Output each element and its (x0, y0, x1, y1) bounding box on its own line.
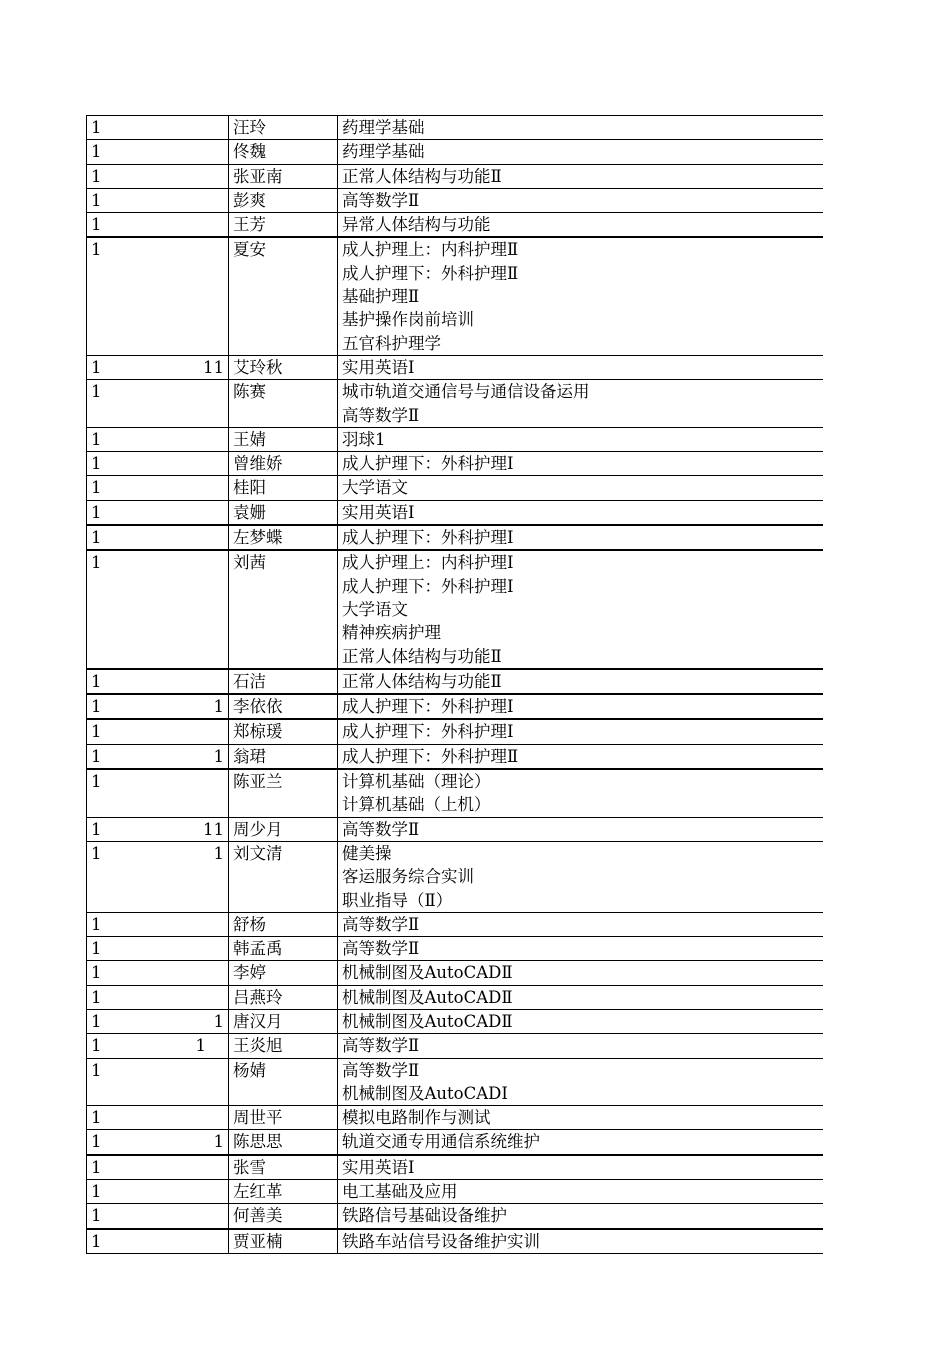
cell-courses (338, 550, 823, 668)
cell-name: 彭爽 (229, 188, 338, 212)
cell-name: 张雪 (229, 1155, 338, 1180)
course-line: 精神疾病护理 (342, 623, 441, 643)
table-row (87, 550, 823, 668)
cell-value-a: 1 (91, 1132, 102, 1152)
table-row (87, 744, 823, 769)
course-line: 铁路车站信号设备维护实训 (342, 1231, 540, 1251)
cell-courses (338, 1009, 823, 1033)
course-line: 高等数学Ⅱ (342, 1060, 420, 1080)
course-line: 五官科护理学 (342, 333, 441, 353)
cell-value-a: 1 (91, 553, 102, 573)
cell-value-a: 1 (91, 190, 102, 210)
cell-name: 汪玲 (229, 116, 338, 140)
course-line: 客运服务综合实训 (342, 867, 474, 887)
cell-name: 王炎旭 (229, 1034, 338, 1058)
course-line: 轨道交通专用通信系统维护 (342, 1132, 540, 1152)
table-row (87, 1229, 823, 1254)
course-line: 成人护理上：内科护理Ⅱ (342, 240, 519, 260)
course-line: 大学语文 (342, 599, 408, 619)
table-row (87, 1034, 823, 1058)
cell-value-a: 1 (91, 843, 102, 863)
course-line: 羽球1 (342, 429, 386, 449)
table-row (87, 1009, 823, 1033)
cell-courses (338, 476, 823, 500)
cell-courses (338, 427, 823, 451)
spreadsheet-table (86, 115, 823, 1254)
cell-courses (338, 1155, 823, 1180)
cell-name: 李依依 (229, 694, 338, 719)
cell-value-a: 1 (91, 1108, 102, 1128)
cell-value-a: 1 (91, 118, 102, 137)
table-row (87, 694, 823, 719)
cell-name: 翁珺 (229, 744, 338, 769)
cell-value-b: 1 (213, 1011, 224, 1031)
course-line: 计算机基础（上机） (342, 795, 491, 815)
cell-courses (338, 164, 823, 188)
course-line: 成人护理下：外科护理Ⅰ (342, 454, 514, 474)
cell-col-a (87, 1058, 229, 1106)
table-row (87, 476, 823, 500)
cell-value-a: 1 (91, 963, 102, 983)
cell-name: 左红革 (229, 1180, 338, 1204)
cell-courses (338, 817, 823, 841)
cell-name: 王芳 (229, 213, 338, 238)
course-line: 机械制图及AutoCADⅡ (342, 1011, 513, 1031)
course-line: 健美操 (342, 843, 392, 863)
cell-courses (338, 937, 823, 961)
table-row (87, 380, 823, 428)
cell-value-b: 11 (203, 357, 224, 377)
cell-value-a: 1 (91, 357, 102, 377)
cell-value-a: 1 (91, 1206, 102, 1226)
cell-value-a: 1 (91, 215, 102, 235)
cell-value-a: 1 (91, 429, 102, 449)
table-row (87, 500, 823, 525)
cell-col-a (87, 1034, 229, 1058)
cell-name: 杨婧 (229, 1058, 338, 1106)
table-body (87, 116, 823, 1254)
course-line: 基础护理Ⅱ (342, 287, 420, 307)
course-line: 职业指导（Ⅱ） (342, 890, 453, 910)
cell-value-a: 1 (91, 1036, 102, 1056)
cell-value-a: 1 (91, 819, 102, 839)
cell-col-a (87, 985, 229, 1009)
cell-value-b: 1 (213, 1132, 224, 1152)
cell-courses (338, 140, 823, 164)
table-row (87, 116, 823, 140)
cell-courses (338, 1130, 823, 1155)
cell-courses (338, 961, 823, 985)
cell-col-a (87, 188, 229, 212)
cell-col-a (87, 1155, 229, 1180)
course-line: 机械制图及AutoCADⅡ (342, 963, 513, 983)
cell-col-a (87, 116, 229, 140)
cell-value-b: 1 (195, 1036, 206, 1056)
table-row (87, 355, 823, 379)
cell-name: 佟魏 (229, 140, 338, 164)
cell-name: 李婷 (229, 961, 338, 985)
cell-value-a: 1 (91, 1231, 102, 1251)
cell-name: 石洁 (229, 669, 338, 694)
cell-value-a: 1 (91, 987, 102, 1007)
cell-name: 韩孟禹 (229, 937, 338, 961)
cell-value-a: 1 (91, 240, 102, 260)
course-line: 正常人体结构与功能Ⅱ (342, 671, 502, 691)
course-line: 机械制图及AutoCADⅠ (342, 1083, 508, 1103)
cell-col-a (87, 1204, 229, 1229)
cell-name: 舒杨 (229, 912, 338, 936)
course-line: 成人护理下：外科护理Ⅰ (342, 697, 514, 717)
table-row (87, 452, 823, 476)
table-row (87, 188, 823, 212)
cell-col-a (87, 213, 229, 238)
cell-courses (338, 525, 823, 550)
cell-courses (338, 1229, 823, 1254)
cell-courses (338, 769, 823, 817)
course-line: 高等数学Ⅱ (342, 190, 420, 210)
course-line: 实用英语Ⅰ (342, 1157, 415, 1177)
course-line: 药理学基础 (342, 142, 425, 162)
cell-value-a: 1 (91, 722, 102, 742)
course-line: 高等数学Ⅱ (342, 1036, 420, 1056)
cell-courses (338, 669, 823, 694)
course-line: 城市轨道交通信号与通信设备运用 (342, 382, 590, 402)
cell-col-a (87, 841, 229, 912)
course-line: 成人护理下：外科护理Ⅱ (342, 263, 519, 283)
cell-col-a (87, 817, 229, 841)
cell-col-a (87, 937, 229, 961)
table-row (87, 961, 823, 985)
cell-col-a (87, 769, 229, 817)
table-row (87, 985, 823, 1009)
cell-name: 袁姗 (229, 500, 338, 525)
cell-value-a: 1 (91, 697, 102, 717)
cell-col-a (87, 500, 229, 525)
cell-value-a: 1 (91, 528, 102, 548)
cell-col-a (87, 912, 229, 936)
cell-col-a (87, 744, 229, 769)
cell-col-a (87, 140, 229, 164)
course-line: 计算机基础（理论） (342, 772, 491, 792)
table-row (87, 769, 823, 817)
cell-name: 周世平 (229, 1106, 338, 1130)
course-line: 高等数学Ⅱ (342, 914, 420, 934)
cell-col-a (87, 1009, 229, 1033)
course-line: 成人护理下：外科护理Ⅱ (342, 746, 519, 766)
cell-name: 唐汉月 (229, 1009, 338, 1033)
table-row (87, 1155, 823, 1180)
cell-courses (338, 500, 823, 525)
cell-value-a: 1 (91, 142, 102, 162)
course-line: 药理学基础 (342, 118, 425, 137)
cell-courses (338, 744, 823, 769)
cell-name: 陈亚兰 (229, 769, 338, 817)
course-line: 实用英语Ⅰ (342, 357, 415, 377)
cell-value-a: 1 (91, 454, 102, 474)
table-row (87, 1204, 823, 1229)
cell-col-a (87, 694, 229, 719)
cell-col-a (87, 525, 229, 550)
table-row (87, 213, 823, 238)
cell-col-a (87, 476, 229, 500)
table-row (87, 669, 823, 694)
cell-courses (338, 355, 823, 379)
cell-col-a (87, 427, 229, 451)
cell-name: 王婧 (229, 427, 338, 451)
course-line: 成人护理下：外科护理Ⅰ (342, 722, 514, 742)
table-row (87, 1106, 823, 1130)
cell-value-b: 1 (213, 697, 224, 717)
cell-name: 吕燕玲 (229, 985, 338, 1009)
cell-name: 曾维娇 (229, 452, 338, 476)
cell-value-b: 1 (213, 746, 224, 766)
table-row (87, 1058, 823, 1106)
cell-courses (338, 1180, 823, 1204)
cell-courses (338, 452, 823, 476)
cell-value-a: 1 (91, 671, 102, 691)
table-row (87, 841, 823, 912)
cell-courses (338, 719, 823, 744)
course-line: 异常人体结构与功能 (342, 215, 491, 235)
cell-name: 郑椋瑗 (229, 719, 338, 744)
cell-courses (338, 237, 823, 355)
cell-value-a: 1 (91, 166, 102, 186)
cell-value-a: 1 (91, 914, 102, 934)
cell-name: 贾亚楠 (229, 1229, 338, 1254)
course-line: 正常人体结构与功能Ⅱ (342, 166, 502, 186)
cell-value-a: 1 (91, 478, 102, 498)
cell-name: 陈赛 (229, 380, 338, 428)
course-line: 铁路信号基础设备维护 (342, 1206, 507, 1226)
course-line: 高等数学Ⅱ (342, 939, 420, 959)
table-row (87, 525, 823, 550)
cell-col-a (87, 1106, 229, 1130)
course-line: 模拟电路制作与测试 (342, 1108, 491, 1128)
course-line: 正常人体结构与功能Ⅱ (342, 646, 502, 666)
cell-name: 周少月 (229, 817, 338, 841)
course-line: 电工基础及应用 (342, 1182, 458, 1202)
cell-col-a (87, 961, 229, 985)
cell-col-a (87, 1229, 229, 1254)
cell-courses (338, 985, 823, 1009)
course-line: 成人护理下：外科护理Ⅰ (342, 528, 514, 548)
cell-col-a (87, 719, 229, 744)
cell-name: 张亚南 (229, 164, 338, 188)
cell-name: 刘文清 (229, 841, 338, 912)
table-row (87, 912, 823, 936)
cell-value-a: 1 (91, 939, 102, 959)
cell-value-a: 1 (91, 1182, 102, 1202)
cell-courses (338, 380, 823, 428)
cell-name: 左梦蝶 (229, 525, 338, 550)
cell-courses (338, 694, 823, 719)
cell-value-a: 1 (91, 746, 102, 766)
cell-col-a (87, 1130, 229, 1155)
cell-col-a (87, 380, 229, 428)
course-line: 基护操作岗前培训 (342, 310, 474, 330)
course-line: 成人护理上：内科护理Ⅰ (342, 553, 514, 573)
course-line: 大学语文 (342, 478, 408, 498)
table-row (87, 427, 823, 451)
cell-value-a: 1 (91, 1060, 102, 1080)
cell-value-b: 11 (203, 819, 224, 839)
cell-name: 刘茜 (229, 550, 338, 668)
cell-courses (338, 116, 823, 140)
course-line: 高等数学Ⅱ (342, 405, 420, 425)
table-row (87, 164, 823, 188)
cell-name: 陈思思 (229, 1130, 338, 1155)
table-row (87, 140, 823, 164)
course-line: 高等数学Ⅱ (342, 819, 420, 839)
cell-courses (338, 1058, 823, 1106)
table-row (87, 719, 823, 744)
cell-value-a: 1 (91, 772, 102, 792)
cell-courses (338, 213, 823, 238)
cell-name: 何善美 (229, 1204, 338, 1229)
course-line: 机械制图及AutoCADⅡ (342, 987, 513, 1007)
cell-col-a (87, 452, 229, 476)
cell-col-a (87, 164, 229, 188)
cell-courses (338, 841, 823, 912)
cell-value-a: 1 (91, 1157, 102, 1177)
table-row (87, 1180, 823, 1204)
table-row (87, 1130, 823, 1155)
cell-courses (338, 1034, 823, 1058)
cell-value-a: 1 (91, 382, 102, 402)
cell-name: 桂阳 (229, 476, 338, 500)
course-line: 成人护理下：外科护理Ⅰ (342, 576, 514, 596)
cell-col-a (87, 237, 229, 355)
cell-col-a (87, 550, 229, 668)
table-row (87, 937, 823, 961)
course-line: 实用英语Ⅰ (342, 502, 415, 522)
cell-courses (338, 912, 823, 936)
table-row (87, 817, 823, 841)
table-row (87, 237, 823, 355)
cell-name: 夏安 (229, 237, 338, 355)
cell-col-a (87, 1180, 229, 1204)
cell-courses (338, 1106, 823, 1130)
cell-courses (338, 188, 823, 212)
cell-courses (338, 1204, 823, 1229)
cell-value-b: 1 (213, 843, 224, 863)
cell-name: 艾玲秋 (229, 355, 338, 379)
cell-value-a: 1 (91, 1011, 102, 1031)
cell-col-a (87, 669, 229, 694)
cell-col-a (87, 355, 229, 379)
cell-value-a: 1 (91, 502, 102, 522)
